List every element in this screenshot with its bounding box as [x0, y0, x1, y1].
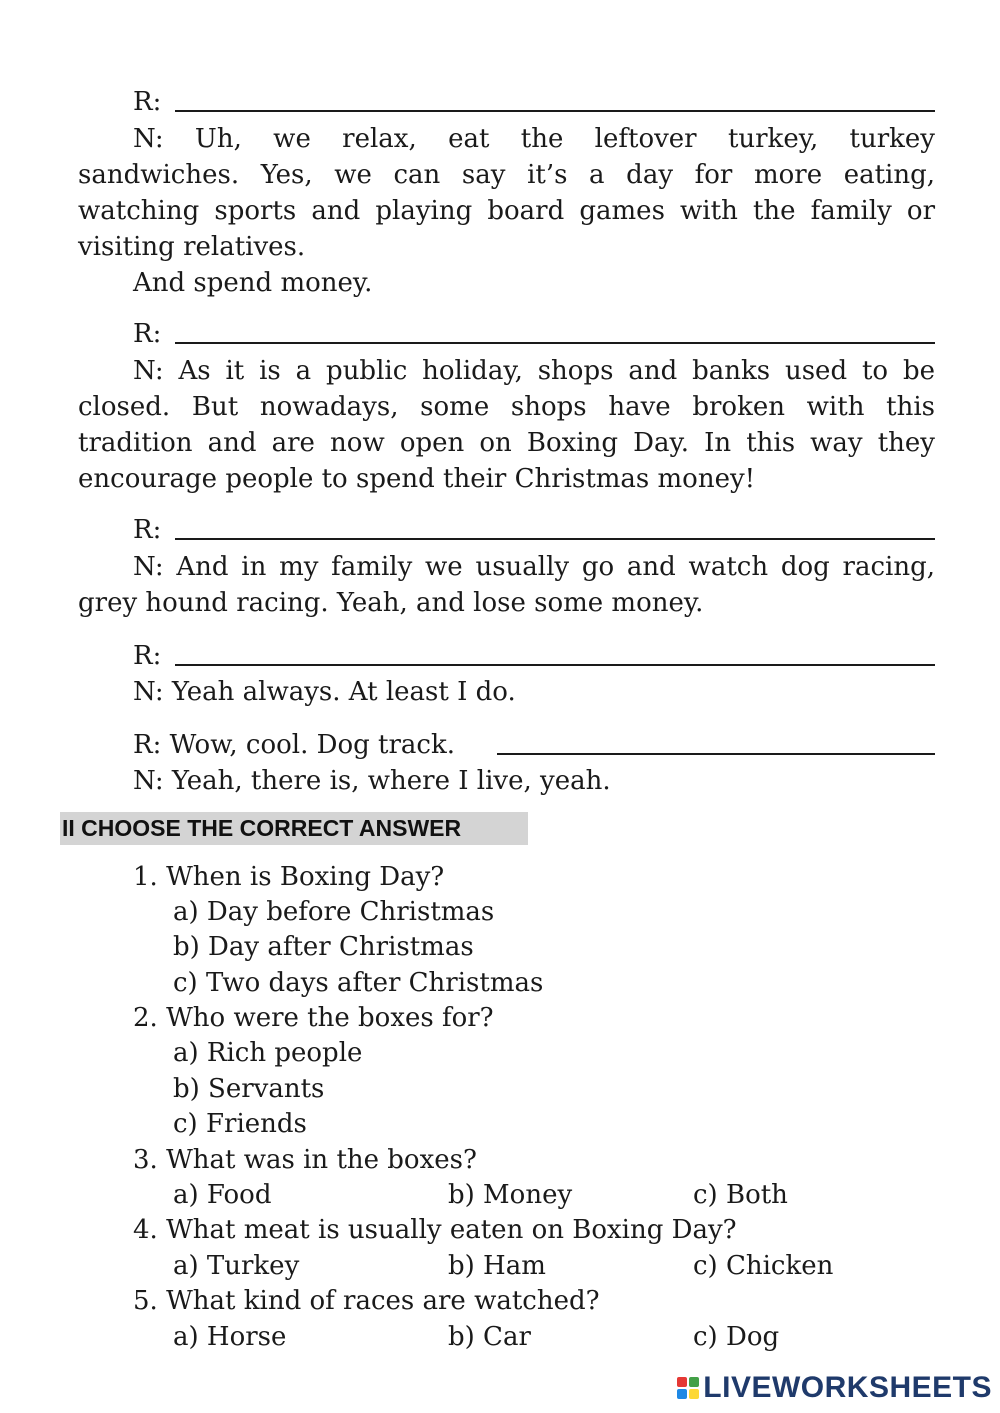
option-5c[interactable]: c) Dog: [693, 1322, 780, 1352]
answer-blank-4[interactable]: [175, 664, 935, 666]
option-1b[interactable]: b) Day after Christmas: [173, 932, 474, 962]
logo-square-blue: [677, 1389, 687, 1399]
option-5a[interactable]: a) Horse: [173, 1322, 287, 1352]
dialogue-line: closed. But nowadays, some shops have broken with this: [78, 392, 935, 422]
option-3b[interactable]: b) Money: [448, 1180, 573, 1210]
dialogue-line: encourage people to spend their Christmas money!: [78, 464, 756, 494]
dialogue-line: N: As it is a public holiday, shops and banks used to be: [133, 356, 935, 386]
logo-square-red: [677, 1377, 687, 1387]
logo-text: LIVEWORKSHEETS: [703, 1371, 992, 1404]
dialogue-line: sandwiches. Yes, we can say it’s a day for more eating,: [78, 160, 935, 190]
option-1a[interactable]: a) Day before Christmas: [173, 897, 495, 927]
r-label: R:: [133, 319, 162, 349]
dialogue-line: R: Wow, cool. Dog track.: [133, 730, 455, 760]
option-4b[interactable]: b) Ham: [448, 1251, 546, 1281]
logo-square-green: [689, 1377, 699, 1387]
question-3: 3. What was in the boxes?: [133, 1145, 477, 1175]
option-2b[interactable]: b) Servants: [173, 1074, 325, 1104]
option-1c[interactable]: c) Two days after Christmas: [173, 968, 544, 998]
r-label: R:: [133, 641, 162, 671]
dialogue-line: N: Uh, we relax, eat the leftover turkey, turkey: [133, 124, 935, 154]
option-3c[interactable]: c) Both: [693, 1180, 788, 1210]
option-4c[interactable]: c) Chicken: [693, 1251, 834, 1281]
r-label: R:: [133, 515, 162, 545]
dialogue-line: N: And in my family we usually go and watch dog racing,: [133, 552, 935, 582]
option-2c[interactable]: c) Friends: [173, 1109, 307, 1139]
answer-blank-2[interactable]: [175, 342, 935, 344]
answer-blank-1[interactable]: [175, 110, 935, 112]
dialogue-line: tradition and are now open on Boxing Day. In this way they: [78, 428, 935, 458]
answer-blank-5[interactable]: [497, 753, 935, 755]
dialogue-line: visiting relatives.: [78, 232, 306, 262]
logo-square-yellow: [689, 1389, 699, 1399]
dialogue-line: watching sports and playing board games with the family or: [78, 196, 935, 226]
question-2: 2. Who were the boxes for?: [133, 1003, 494, 1033]
liveworksheets-logo-icon: [677, 1377, 699, 1399]
option-3a[interactable]: a) Food: [173, 1180, 272, 1210]
r-label: R:: [133, 87, 162, 117]
dialogue-line: And spend money.: [133, 268, 373, 298]
question-4: 4. What meat is usually eaten on Boxing Day?: [133, 1215, 737, 1245]
answer-blank-3[interactable]: [175, 538, 935, 540]
option-2a[interactable]: a) Rich people: [173, 1038, 363, 1068]
liveworksheets-logo: [677, 1371, 992, 1405]
option-4a[interactable]: a) Turkey: [173, 1251, 300, 1281]
option-5b[interactable]: b) Car: [448, 1322, 531, 1352]
dialogue-line: grey hound racing. Yeah, and lose some money.: [78, 588, 704, 618]
dialogue-line: N: Yeah, there is, where I live, yeah.: [133, 766, 611, 796]
question-1: 1. When is Boxing Day?: [133, 862, 445, 892]
dialogue-line: N: Yeah always. At least I do.: [133, 677, 516, 707]
section-heading: II CHOOSE THE CORRECT ANSWER: [60, 812, 528, 845]
question-5: 5. What kind of races are watched?: [133, 1286, 600, 1316]
